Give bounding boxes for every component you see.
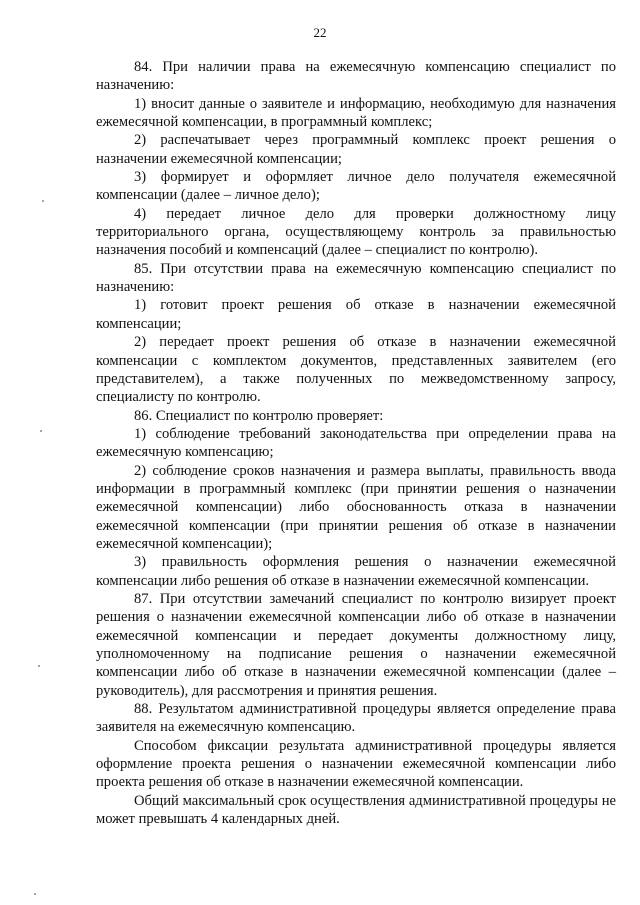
paragraph-84-item-3: 3) формирует и оформляет личное дело получателя ежемесячной компенсации (далее – личное дело); — [96, 169, 616, 204]
scan-speck — [42, 200, 44, 202]
scan-speck — [40, 430, 42, 432]
paragraph-86-item-2: 2) соблюдение сроков назначения и размера выплаты, правильность ввода информации в программный комплекс (при принятии решения о назначении ежемесячной компенсации) либо обоснованность отказа в назначении ежемесячной компенсации (при принятии решения об отказе в назначении ежемесячной компенсации); — [96, 462, 616, 552]
scan-speck — [38, 665, 40, 667]
paragraph-84-item-2: 2) распечатывает через программный комплекс проект решения о назначении ежемесячной компенсации; — [96, 132, 616, 167]
paragraph-87: 87. При отсутствии замечаний специалист по контролю визирует проект решения о назначении ежемесячной компенсации либо об отказе в назначении ежемесячной компенсации и передает документы должностному лицу, уполномоченному на подписание решения о назначении ежемесячной компенсации либо об отказе в назначении ежемесячной компенсации (далее – руководитель), для рассмотрения и принятия решения. — [96, 590, 616, 699]
paragraph-max-duration: Общий максимальный срок осуществления административной процедуры не может превышать 4 календарных дней. — [96, 792, 616, 828]
document-body — [96, 58, 616, 828]
paragraph-86-item-3: 3) правильность оформления решения о назначении ежемесячной компенсации либо решения об отказе в назначении ежемесячной компенсации. — [96, 554, 616, 589]
paragraph-88: 88. Результатом административной процедуры является определение права заявителя на ежемесячную компенсацию. — [96, 701, 616, 736]
paragraph-84-item-4: 4) передает личное дело для проверки должностному лицу территориального органа, осуществляющему контроль за правильностью назначения пособий и компенсаций (далее – специалист по контролю). — [96, 205, 616, 259]
paragraph-fixation-method: Способом фиксации результата административной процедуры является оформление проекта решения о назначении ежемесячной компенсации либо проекта решения об отказе в назначении ежемесячной компенсации. — [96, 737, 616, 791]
page-number: 22 — [313, 25, 327, 40]
paragraph-86: 86. Специалист по контролю проверяет: — [134, 407, 384, 424]
scan-speck — [34, 893, 36, 895]
paragraph-85: 85. При отсутствии права на ежемесячную компенсацию специалист по назначению: — [96, 260, 616, 296]
paragraph-84-item-1: 1) вносит данные о заявителе и информацию, необходимую для назначения ежемесячной компенсации, в программный комплекс; — [96, 95, 616, 131]
paragraph-85-item-2: 2) передает проект решения об отказе в назначении ежемесячной компенсации с комплектом документов, представленных заявителем (его представителем), а также полученных по межведомственному запросу, специалисту по контролю. — [96, 334, 616, 406]
paragraph-85-item-1: 1) готовит проект решения об отказе в назначении ежемесячной компенсации; — [96, 297, 616, 332]
paragraph-84: 84. При наличии права на ежемесячную компенсацию специалист по назначению: — [96, 59, 616, 94]
paragraph-86-item-1: 1) соблюдение требований законодательства при определении права на ежемесячную компенсацию; — [96, 425, 616, 461]
